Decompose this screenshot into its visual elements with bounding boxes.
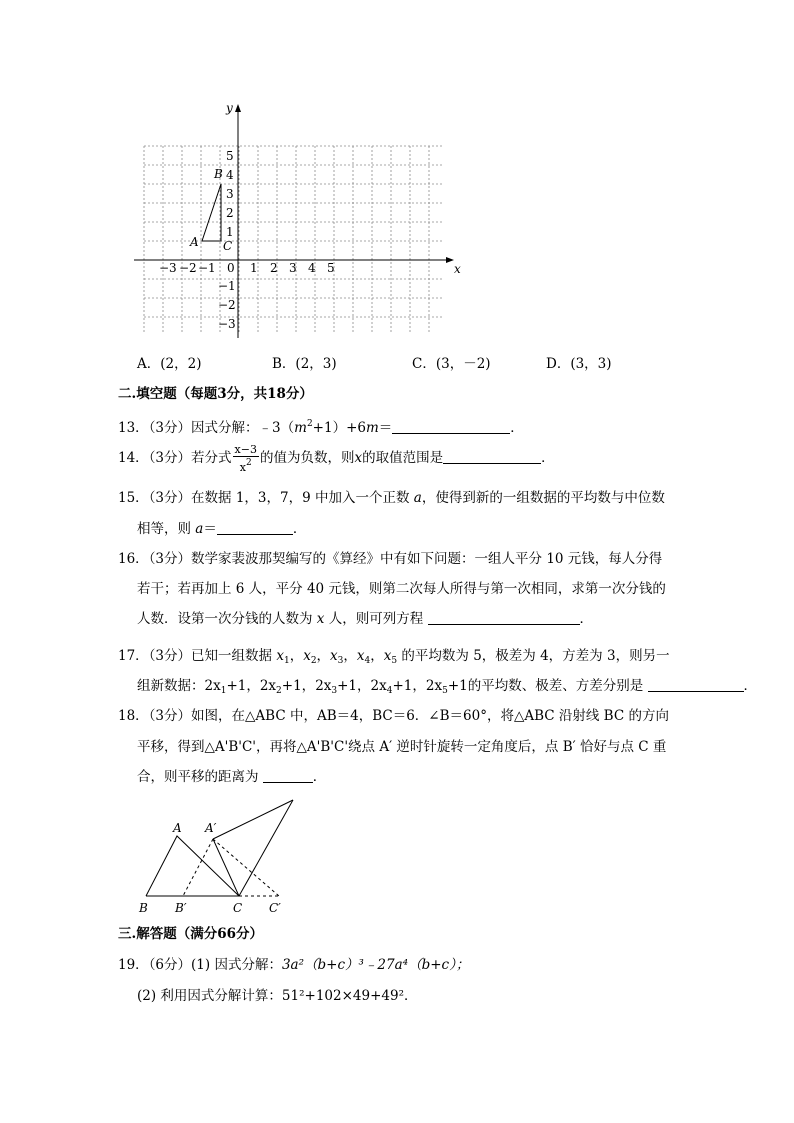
x-tick-label: 3 xyxy=(289,261,297,275)
equals-sign: ＝ xyxy=(203,521,217,537)
answer-blank[interactable] xyxy=(428,610,580,625)
period: ． xyxy=(743,678,758,694)
variable: x xyxy=(356,648,365,664)
variable: x xyxy=(303,648,311,664)
x-axis-label: x xyxy=(454,262,461,276)
y-axis-label: y xyxy=(226,101,233,115)
label-c: C xyxy=(233,901,243,915)
option-value: (2，3) xyxy=(295,356,337,372)
option-a xyxy=(137,352,201,372)
question-text: 数学家裴波那契编写的《算经》中有如下问题：一组人平分 10 元钱，每人分得 xyxy=(191,551,663,567)
y-tick-label: 1 xyxy=(226,225,234,239)
term: +1， xyxy=(281,678,316,694)
option-letter: D． xyxy=(546,356,571,372)
question-number: 18． xyxy=(118,708,149,724)
question-score: （3分） xyxy=(148,490,192,506)
answer-blank[interactable] xyxy=(263,768,313,783)
term: +1， xyxy=(337,678,371,694)
question-text: (2) 利用因式分解计算： xyxy=(137,988,282,1004)
term: 2x xyxy=(204,678,221,694)
label-a-prime: A′ xyxy=(205,821,217,835)
comma: ， xyxy=(370,648,384,664)
comma: ， xyxy=(316,648,331,664)
period: ． xyxy=(510,420,524,436)
question-18-line-3 xyxy=(137,767,326,787)
x-tick-label: −1 xyxy=(198,261,216,275)
question-15-line-2 xyxy=(137,519,306,539)
y-tick-label: 4 xyxy=(226,168,234,182)
question-text: 的取值范围是 xyxy=(362,450,444,466)
question-text: 的平均数为 5，极差为 4，方差为 3，则另一 xyxy=(401,648,670,664)
section-3-heading: 三.解答题（满分66分） xyxy=(118,926,263,942)
option-letter: B． xyxy=(272,356,296,372)
subscript: 3 xyxy=(337,656,344,666)
x-tick-label: 4 xyxy=(308,261,316,275)
question-score: （3分） xyxy=(148,420,192,436)
term: 2x xyxy=(259,678,277,694)
fraction-denominator xyxy=(233,457,259,474)
question-number: 15． xyxy=(118,490,149,506)
subscript: 3 xyxy=(331,686,338,696)
question-13 xyxy=(118,414,524,438)
term: +1， xyxy=(226,678,260,694)
question-text: (1) 因式分解： xyxy=(191,957,282,973)
option-letter: C． xyxy=(412,356,436,372)
denominator-base: x xyxy=(239,461,246,474)
question-number: 14． xyxy=(118,450,149,466)
option-c xyxy=(412,352,491,372)
question-text: 如图，在△ABC 中，AB＝4，BC＝6．∠B＝60°，将△ABC 沿射线 BC 的方向 xyxy=(191,708,669,724)
translation-figure xyxy=(135,795,305,920)
question-16-line-1 xyxy=(118,549,662,569)
triangle-abc xyxy=(202,184,221,241)
question-text: 人，则可列方程 xyxy=(328,611,424,627)
variable: x xyxy=(276,648,284,664)
variable: m xyxy=(294,420,307,436)
question-19-part-2 xyxy=(137,986,417,1006)
x-tick-label: 5 xyxy=(327,261,335,275)
term: +1 xyxy=(447,678,468,694)
variable: x xyxy=(316,611,325,627)
x-tick-label: 2 xyxy=(270,261,278,275)
equals-sign: ＝ xyxy=(378,420,393,436)
rotated-side xyxy=(213,800,293,839)
term: 2x xyxy=(315,678,332,694)
subscript: 2 xyxy=(276,686,282,696)
question-score: （3分） xyxy=(148,551,192,567)
point-b-label: B xyxy=(214,167,223,181)
math-expression: 51²+102×49+49²． xyxy=(281,988,418,1004)
question-16-line-2: 若干；若再加上 6 人，平分 40 元钱，则第二次每人所得与第一次相同，求第一次分钱的 xyxy=(137,581,666,597)
subscript: 5 xyxy=(391,656,398,666)
subscript: 5 xyxy=(442,686,448,696)
period: ． xyxy=(579,611,594,627)
y-tick-label: 2 xyxy=(226,206,234,220)
point-a-label: A xyxy=(190,235,199,249)
exponent: 2 xyxy=(306,419,313,429)
answer-blank[interactable] xyxy=(443,449,541,464)
question-text: 组新数据： xyxy=(137,678,205,694)
question-score: （3分） xyxy=(148,648,192,664)
x-tick-label: −2 xyxy=(179,261,197,275)
subscript: 2 xyxy=(310,656,317,666)
term: +1， xyxy=(392,678,426,694)
question-score: （3分） xyxy=(148,450,192,466)
subscript: 1 xyxy=(220,686,227,696)
term: 2x xyxy=(425,678,443,694)
exponent: 2 xyxy=(245,458,252,468)
fraction-numerator: x−3 xyxy=(234,443,257,456)
option-value: (3，－2) xyxy=(435,356,491,372)
option-d xyxy=(546,352,612,372)
question-16-line-3 xyxy=(137,609,593,629)
question-score: （3分） xyxy=(148,708,192,724)
x-tick-label: 1 xyxy=(250,261,258,275)
comma: ， xyxy=(289,648,304,664)
question-number: 16． xyxy=(118,551,149,567)
comma: ， xyxy=(343,648,357,664)
segment-a-prime-c xyxy=(213,839,239,896)
option-b xyxy=(272,352,337,372)
section-2-heading: 二.填空题（每题3分，共18分） xyxy=(118,386,313,402)
question-text: +1）+6 xyxy=(312,420,366,436)
question-text: 若分式 xyxy=(191,450,232,466)
variable: x xyxy=(354,450,363,466)
question-text: 人数．设第一次分钱的人数为 xyxy=(137,611,313,627)
question-text: 的值为负数，则 xyxy=(259,450,355,466)
subscript: 4 xyxy=(364,656,371,666)
question-15-line-1 xyxy=(118,488,665,508)
y-tick-label: −2 xyxy=(218,298,236,312)
option-letter: A． xyxy=(137,356,161,372)
period: ． xyxy=(312,769,327,785)
question-text: 相等，则 xyxy=(137,521,191,537)
question-text: 因式分解：﹣3（ xyxy=(191,420,295,436)
y-tick-label: −3 xyxy=(218,317,236,331)
period: ． xyxy=(541,450,555,466)
question-17-line-1 xyxy=(118,646,670,671)
period: ． xyxy=(292,521,307,537)
answer-blank[interactable] xyxy=(648,677,744,692)
question-number: 13． xyxy=(118,420,149,436)
question-18-line-2: 平移，得到△A'B'C'，再将△A'B'C'绕点 A′ 逆时针旋转一定角度后，点 B′ 恰好与点 C 重 xyxy=(137,739,667,755)
x-axis-arrow xyxy=(446,257,454,263)
question-14 xyxy=(118,443,555,474)
question-text: 在数据 1，3，7，9 中加入一个正数 xyxy=(191,490,410,506)
option-value: (2，2) xyxy=(160,356,202,372)
variable: x xyxy=(383,648,392,664)
point-c-label: C xyxy=(223,239,233,253)
option-value: (3，3) xyxy=(570,356,612,372)
x-tick-labels xyxy=(159,261,335,275)
origin-label: 0 xyxy=(227,261,235,275)
variable: a xyxy=(195,521,204,537)
variable: m xyxy=(365,420,379,436)
question-number: 17． xyxy=(118,648,149,664)
question-score: （6分） xyxy=(148,957,192,973)
y-tick-label: −1 xyxy=(218,279,236,293)
fraction xyxy=(233,443,259,474)
question-text: 合，则平移的距离为 xyxy=(137,769,259,785)
label-b: B xyxy=(139,901,148,915)
dashed-a-prime-c-prime xyxy=(213,839,279,896)
y-axis-arrow xyxy=(235,104,241,112)
math-expression: 3a²（b+c）³﹣27a⁴（b+c）； xyxy=(281,957,470,973)
answer-blank[interactable] xyxy=(217,520,293,535)
question-19-part-1 xyxy=(118,955,469,975)
label-b-prime: B′ xyxy=(175,901,187,915)
label-c-prime: C′ xyxy=(269,901,281,915)
coordinate-graph xyxy=(130,98,460,343)
variable: x xyxy=(330,648,338,664)
y-tick-label: 5 xyxy=(226,149,234,163)
y-tick-label: 3 xyxy=(226,187,234,201)
x-tick-label: −3 xyxy=(159,261,177,275)
answer-blank[interactable] xyxy=(392,419,510,434)
question-text: 的平均数、极差、方差分别是 xyxy=(467,678,644,694)
question-text: ，使得到新的一组数据的平均数与中位数 xyxy=(421,490,665,506)
question-number: 19． xyxy=(118,957,149,973)
rotated-side xyxy=(239,800,293,896)
term: 2x xyxy=(370,678,387,694)
variable: a xyxy=(413,490,422,506)
grid xyxy=(144,146,442,334)
dashed-a-prime-b-prime xyxy=(183,839,213,896)
subscript: 4 xyxy=(386,686,393,696)
question-text: 已知一组数据 xyxy=(191,648,273,664)
question-18-line-1 xyxy=(118,706,669,726)
subscript: 1 xyxy=(283,656,290,666)
label-a: A xyxy=(173,821,182,835)
question-17-line-2 xyxy=(137,676,757,701)
